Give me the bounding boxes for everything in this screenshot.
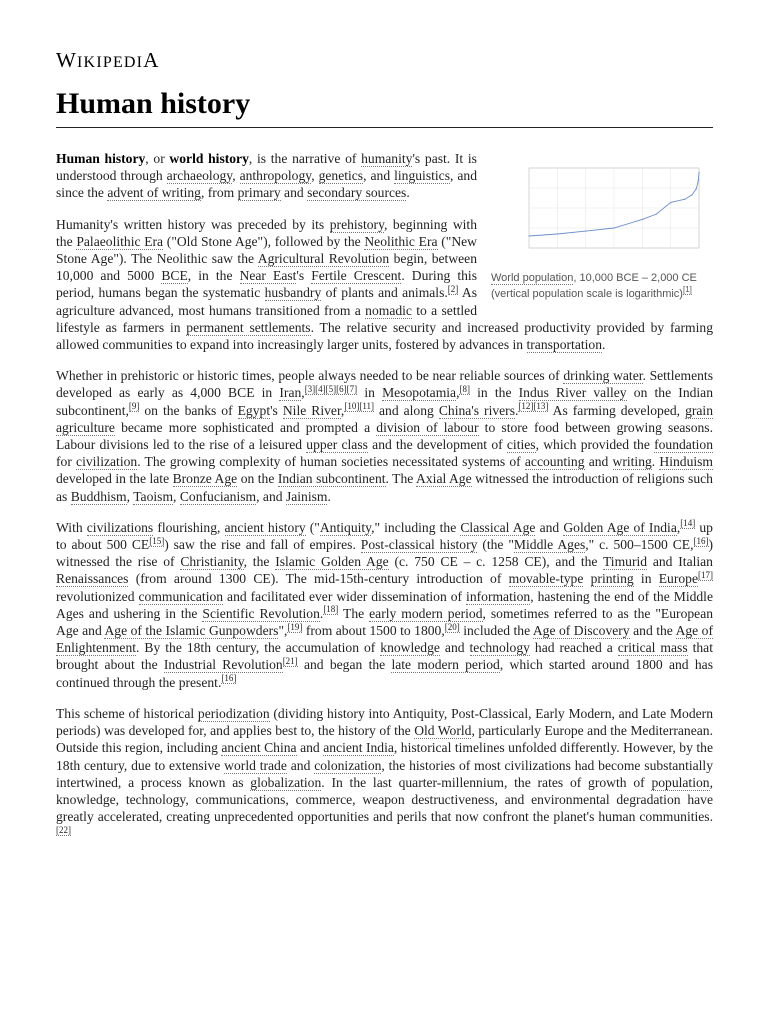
text-run: witnessed the introduction of religions such as — [56, 471, 713, 504]
article-link[interactable]: upper class — [306, 437, 368, 453]
text-run: up to about 500 CE — [56, 519, 713, 553]
article-link[interactable]: critical mass — [617, 640, 688, 656]
text-run: , — [456, 385, 460, 401]
text-run: and the development of — [367, 437, 507, 453]
text-run: and — [280, 185, 308, 201]
text-run: This scheme of historical — [56, 705, 198, 721]
text-run: on the Indian subcontinent, — [56, 385, 714, 418]
article-link[interactable]: periodization — [197, 705, 270, 721]
bold-term: world history — [169, 151, 249, 166]
article-link[interactable]: ancient India — [323, 740, 394, 756]
article-link[interactable]: Golden Age of India — [563, 519, 677, 535]
text-run: , from — [200, 185, 238, 201]
article-link[interactable]: Antiquity — [319, 519, 372, 535]
text-run: ) witnessed the rise of — [56, 537, 714, 570]
text-run: to store food between growing seasons. Labour divisions led to the rise of a leisured — [56, 419, 713, 453]
reference — [149, 536, 164, 547]
text-run: . — [327, 488, 331, 504]
paragraph-civilizations — [56, 519, 713, 691]
data-point — [557, 233, 558, 234]
article-link[interactable]: Indian subcontinent — [277, 471, 386, 487]
data-point — [691, 194, 692, 195]
data-point — [698, 179, 699, 180]
bold-term: Human history — [56, 151, 146, 166]
article-content — [56, 150, 713, 857]
reference-link[interactable]: [22] — [56, 824, 71, 835]
article-link[interactable]: Buddhism — [70, 488, 127, 504]
text-run: and the — [629, 623, 676, 639]
text-run: , which started around 1800 and has continued through the present. — [56, 657, 713, 690]
text-run: , and — [363, 168, 395, 184]
text-run: , particularly Europe and the Mediterranean. Outside this region, including — [56, 723, 713, 756]
data-point — [528, 235, 529, 236]
text-run: , knowledge, technology, communications, commerce, weapon destructiveness, and environmental degradation have greatly accelerated, creating unprecedented opportunities and perils that now confront the planet's human communities. — [56, 774, 713, 825]
text-run: , beginning with the — [56, 216, 478, 249]
article-link[interactable]: colonization — [314, 757, 382, 773]
text-run: . The — [385, 471, 417, 487]
article-link[interactable]: Palaeolithic Era — [76, 233, 164, 249]
text-run: ) saw the rise and fall of empires. — [164, 537, 361, 553]
article-link[interactable]: Age of Enlightenment — [56, 623, 714, 656]
article-link[interactable]: Post-classical history — [360, 537, 478, 553]
text-run: . The relative security and increased productivity provided by farming allowed communities to expand into increasingly larger units, fostered by advances in — [56, 319, 713, 353]
text-run: developed in the late — [56, 471, 173, 487]
data-point — [684, 199, 685, 200]
paragraph-periodization — [56, 705, 713, 843]
data-point — [697, 183, 698, 184]
text-run: . By the 18th century, the accumulation of — [136, 640, 381, 656]
text-run: (dividing history into Antiquity, Post-Classical, Early Modern, and Late Modern periods) was developed for, and applies best to, the history of the — [56, 705, 713, 739]
data-point — [585, 230, 586, 231]
article-link[interactable]: late modern period — [391, 657, 500, 673]
article-link[interactable]: permanent settlements — [186, 319, 311, 335]
article-link[interactable]: genetics — [318, 168, 364, 184]
text-run: to a settled lifestyle as farmers in — [56, 302, 477, 335]
text-run: (the " — [477, 537, 514, 553]
reference — [221, 673, 236, 684]
reference — [287, 622, 302, 633]
reference-link[interactable]: [9] — [128, 401, 140, 412]
text-run: and along — [373, 402, 439, 418]
text-run: and began the — [297, 657, 392, 673]
reference — [694, 536, 709, 547]
article-link[interactable]: China's rivers — [438, 402, 515, 418]
article-link[interactable]: Renaissances — [56, 571, 129, 587]
article-link[interactable]: Axial Age — [416, 471, 472, 487]
text-run: that brought about the — [56, 640, 713, 673]
text-run: ("New Stone Age"). The Neolithic saw the — [56, 233, 477, 267]
text-run: . — [651, 454, 660, 470]
text-run: for — [56, 454, 77, 470]
text-run: 's — [270, 402, 283, 418]
text-run: flourishing, — [153, 519, 225, 535]
article-link[interactable]: advent of writing — [107, 185, 201, 201]
text-run: (" — [305, 519, 320, 535]
article-link[interactable]: Classical Age — [460, 519, 536, 535]
reference — [698, 570, 713, 581]
text-run: ", — [278, 623, 288, 639]
article-link[interactable]: writing — [612, 454, 652, 470]
population-chart[interactable] — [509, 162, 709, 262]
text-run: and — [286, 757, 315, 773]
article-link[interactable]: Bronze Age — [172, 471, 238, 487]
reference — [305, 384, 357, 395]
text-run: The — [338, 605, 370, 621]
text-run: and — [439, 640, 470, 656]
article-link[interactable]: cities — [506, 437, 536, 453]
text-run: , the — [243, 554, 276, 570]
data-point — [642, 219, 643, 220]
text-run: , — [311, 168, 319, 184]
world-population-figure — [491, 162, 713, 302]
text-run: , — [340, 402, 345, 418]
reference — [283, 656, 298, 667]
text-run: and — [535, 519, 564, 535]
article-link[interactable]: population — [651, 774, 710, 790]
reference-link[interactable]: [21] — [282, 655, 298, 666]
reference-link[interactable]: [19] — [287, 621, 303, 632]
text-run: . Settlements developed as early as 4,000 BCE in — [56, 368, 713, 401]
article-link[interactable]: Age of Discovery — [532, 623, 630, 639]
text-run: and Italian — [647, 554, 713, 570]
text-run: , in the — [187, 268, 240, 284]
article-link[interactable]: Nile River — [282, 402, 341, 418]
article-link[interactable]: Hinduism — [659, 454, 713, 470]
text-run: of plants and animals. — [321, 285, 448, 301]
text-run: , or — [145, 151, 170, 166]
text-run: (from around 1300 CE). The mid-15th-century introduction of — [128, 571, 509, 587]
text-run: , and — [256, 488, 286, 504]
text-run: , historical timelines unfolded differently. However, by the 18th century, due to extensive — [56, 740, 713, 773]
text-run: on the banks of — [139, 402, 238, 418]
text-run: , — [301, 385, 305, 401]
article-link[interactable]: Iran — [279, 385, 302, 401]
paragraph-settlements — [56, 367, 713, 505]
article-link[interactable]: Egypt — [237, 402, 271, 418]
caption-reference[interactable]: [1] — [682, 285, 692, 295]
data-point — [613, 227, 614, 228]
text-run: and — [296, 740, 324, 756]
text-run: and facilitated ever wider dissemination of — [223, 588, 467, 604]
article-link[interactable]: Age of the Islamic Gunpowders — [104, 623, 279, 639]
article-link[interactable]: Jainism — [285, 488, 328, 504]
article-link[interactable]: Scientific Revolution — [202, 605, 320, 621]
reference-link[interactable]: [14] — [680, 518, 696, 529]
article-link[interactable]: foundation — [654, 437, 713, 453]
reference — [56, 825, 71, 836]
text-run: begin, between 10,000 and 5000 — [56, 251, 478, 284]
text-run: Humanity's written history was preceded by its — [56, 216, 330, 232]
article-link[interactable]: Fertile Crescent — [311, 268, 402, 284]
text-run: 's — [296, 268, 312, 284]
text-run: . In the last quarter-millennium, the rates of growth of — [321, 774, 652, 790]
article-link[interactable]: linguistics — [394, 168, 450, 184]
text-run: , — [126, 488, 134, 504]
reference-link[interactable]: [2] — [447, 283, 459, 294]
article-link[interactable]: information — [466, 588, 531, 604]
text-run: had reached a — [529, 640, 618, 656]
article-link[interactable]: printing — [590, 571, 634, 587]
article-link[interactable]: transportation — [526, 337, 603, 353]
article-link[interactable]: Christianity — [180, 554, 244, 570]
article-link[interactable]: drinking water — [563, 368, 643, 384]
article-link[interactable]: communication — [138, 588, 224, 604]
reference — [323, 604, 338, 615]
article-link[interactable]: world trade — [224, 757, 287, 773]
reference-link[interactable]: [3][4][5][6][7] — [304, 383, 358, 394]
text-run: . The growing complexity of human societies necessitated systems of — [137, 454, 525, 470]
text-run — [583, 571, 590, 586]
article-link[interactable]: civilization — [76, 454, 138, 470]
reference-link[interactable]: [8] — [459, 383, 470, 394]
text-run: , the histories of most civilizations had become substantially intertwined, a process known as — [56, 757, 714, 790]
article-link[interactable]: Taoism — [133, 488, 174, 504]
reference — [518, 401, 548, 412]
text-run: in — [357, 385, 383, 401]
article-link[interactable]: globalization — [250, 774, 322, 790]
article-link[interactable]: civilizations — [86, 519, 154, 535]
text-run: As agriculture advanced, most humans transitioned from a — [56, 285, 477, 318]
article-link[interactable]: Near East — [239, 268, 297, 284]
text-run: , — [676, 519, 681, 535]
article-link[interactable]: division of labour — [376, 419, 479, 435]
text-run: from about 1500 to 1800, — [302, 623, 445, 639]
text-run: As farming developed, — [548, 402, 686, 418]
page-title: Human history — [56, 84, 713, 128]
article-link[interactable]: ancient China — [221, 740, 297, 756]
reference-link[interactable]: [18] — [323, 604, 339, 615]
caption-link[interactable]: World population — [491, 272, 574, 284]
article-link[interactable]: knowledge — [380, 640, 440, 656]
text-run: . — [602, 337, 606, 353]
reference — [129, 401, 140, 412]
text-run: became more sophisticated and prompted a — [114, 419, 377, 435]
article-link[interactable]: nomadic — [365, 302, 412, 318]
data-point — [656, 213, 657, 214]
reference-link[interactable]: [16] — [693, 535, 709, 546]
reference — [680, 518, 695, 529]
figure-caption: World population, 10,000 BCE – 2,000 CE (vertical population scale is logarithmic)[1] — [491, 272, 697, 300]
text-run: , which provided the — [535, 437, 655, 453]
article-link[interactable]: husbandry — [264, 285, 322, 301]
article-link[interactable]: primary — [237, 185, 281, 201]
data-point — [698, 172, 699, 173]
reference-link[interactable]: [17] — [698, 569, 713, 580]
text-run: Whether in prehistoric or historic times, people always needed to be near reliable sources of — [56, 368, 564, 384]
text-run: and — [584, 454, 613, 470]
article-link[interactable]: Neolithic Era — [364, 233, 438, 249]
text-run: in — [633, 571, 659, 587]
article-link[interactable]: Confucianism — [179, 488, 257, 504]
article-link[interactable]: early modern period — [369, 605, 483, 621]
article-link[interactable]: anthropology — [239, 168, 312, 184]
text-run: . — [515, 402, 519, 418]
text-run: , and since the — [56, 168, 477, 201]
text-run: ," including the — [371, 519, 461, 535]
data-point — [670, 202, 671, 203]
text-run: . — [406, 185, 410, 201]
article-link[interactable]: Islamic Golden Age — [275, 554, 389, 570]
article-link[interactable]: Mesopotamia — [382, 385, 457, 401]
text-run: , — [173, 488, 180, 504]
article-link[interactable]: Europe — [658, 571, 698, 587]
article-link[interactable]: Middle Ages — [513, 537, 586, 553]
reference-link[interactable]: [20] — [444, 621, 460, 632]
text-run: revolutionized — [56, 588, 139, 604]
reference — [459, 384, 470, 395]
article-link[interactable]: Industrial Revolution — [163, 657, 283, 673]
text-run: . — [319, 605, 324, 621]
article-link[interactable]: ancient history — [224, 519, 306, 535]
reference-link[interactable]: [16] — [221, 673, 237, 684]
text-run: ("Old Stone Age"), followed by the — [163, 233, 365, 249]
text-run: , hastening the end of the Middle Ages and ushering in the — [56, 588, 713, 621]
text-run: , sometimes referred to as the "European Age and — [56, 605, 714, 639]
article-link[interactable]: secondary sources — [307, 185, 407, 201]
text-run: included the — [459, 623, 533, 639]
text-run: in the — [469, 385, 519, 401]
reference — [445, 622, 460, 633]
text-run: , is the narrative of — [248, 151, 362, 166]
text-run: (c. 750 CE – c. 1258 CE), and the — [388, 554, 603, 570]
article-link[interactable]: Old World — [414, 723, 472, 739]
article-link[interactable]: accounting — [524, 454, 585, 470]
article-link[interactable]: technology — [469, 640, 530, 656]
article-link[interactable]: archaeology — [166, 168, 233, 184]
reference-link[interactable]: [15] — [149, 535, 165, 546]
reference-link[interactable]: [10][11] — [344, 401, 374, 412]
article-link[interactable]: movable-type — [508, 571, 584, 587]
text-run: on the — [237, 471, 278, 487]
article-link[interactable]: Agricultural Revolution — [257, 251, 390, 267]
article-link[interactable]: BCE — [161, 268, 188, 284]
reference — [344, 401, 374, 412]
text-run: ," c. 500–1500 CE, — [585, 537, 694, 553]
article-link[interactable]: prehistory — [329, 216, 384, 232]
data-point — [696, 188, 697, 189]
article-link[interactable]: Indus River valley — [518, 385, 627, 401]
article-link[interactable]: grain agriculture — [56, 402, 713, 435]
wikipedia-logo[interactable]: WIKIPEDIA — [56, 48, 160, 72]
article-link[interactable]: humanity — [361, 151, 413, 166]
article-link[interactable]: Timurid — [602, 554, 648, 570]
text-run: 's past. It is understood through — [56, 151, 477, 184]
reference — [448, 284, 459, 295]
text-run: . During this period, humans began the systematic — [56, 268, 477, 301]
reference-link[interactable]: [12][13] — [518, 401, 549, 412]
text-run: , — [232, 168, 240, 184]
text-run: With — [56, 519, 87, 535]
